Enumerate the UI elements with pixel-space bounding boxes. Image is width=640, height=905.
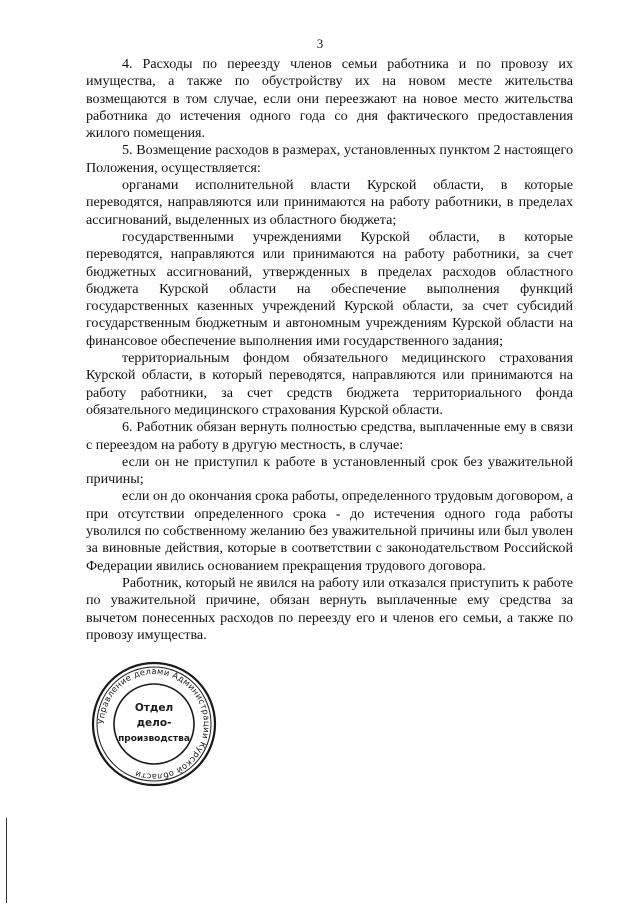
paragraph-6-no-start: если он не приступил к работе в установленный срок без уважительной причины; [86, 453, 573, 488]
paragraph-valid-reason: Работник, который не явился на работу или отказался приступить к работе по уважительной причине, обязан вернуть выплаченные ему средства за вычетом понесенных расходов по переезду его и членов его семьи, а также по провозу имущества. [86, 574, 573, 643]
stamp-line-1: Отдел [134, 702, 174, 714]
stamp-seal [90, 660, 218, 788]
paragraph-5-executive-bodies: органами исполнительной власти Курской области, в которые переводятся, направляются или принимаются на работу работники, в пределах ассигнований, выделенных из областного бюджета; [86, 177, 573, 228]
stamp-ring-text: Управление делами Администрации Курской области [95, 665, 213, 783]
office-stamp [90, 660, 218, 788]
stamp-line-3: производства [118, 734, 190, 744]
paragraph-5: 5. Возмещение расходов в размерах, установленных пунктом 2 настоящего Положения, осуществляется: [86, 142, 573, 176]
scan-edge-line [6, 818, 7, 903]
stamp-line-2: дело- [136, 717, 172, 729]
paragraph-5-state-institutions: государственными учреждениями Курской области, в которые переводятся, направляются или принимаются на работу работники, за счет бюджетных ассигнований, утвержденных в пределах расходов областного бюджета Курской области на обеспечение выполнения функций государственных казенных учреждений Курской области, за счет субсидий государственным бюджетным и автономным учреждениям Курской области на финансовое обеспечение выполнения ими государственного задания; [86, 228, 573, 349]
paragraph-4: 4. Расходы по переезду членов семьи работника и по провозу их имущества, а также по обустройству их на новом месте жительства возмещаются в том случае, если они переезжают на новое место жительства работника до истечения одного года со дня фактического предоставления жилого помещения. [86, 56, 573, 142]
paragraph-5-insurance-fund: территориальным фондом обязательного медицинского страхования Курской области, в который переводятся, направляются или принимаются на работу работники, за счет средств бюджета территориального фонда обязательного медицинского страхования Курской области. [86, 350, 573, 418]
page-number: 3 [316, 36, 324, 51]
paragraph-6-early-dismissal: если он до окончания срока работы, определенного трудовым договором, а при отсутствии определенного срока - до истечения одного года работы уволился по собственному желанию без уважительной причины или был уволен за виновные действия, которые в соответствии с законодательством Российской Федерации явились основанием прекращения трудового договора. [86, 488, 573, 574]
paragraph-6: 6. Работник обязан вернуть полностью средства, выплаченные ему в связи с переездом на работу в другую местность, в случае: [86, 419, 573, 453]
document-body [86, 56, 573, 644]
